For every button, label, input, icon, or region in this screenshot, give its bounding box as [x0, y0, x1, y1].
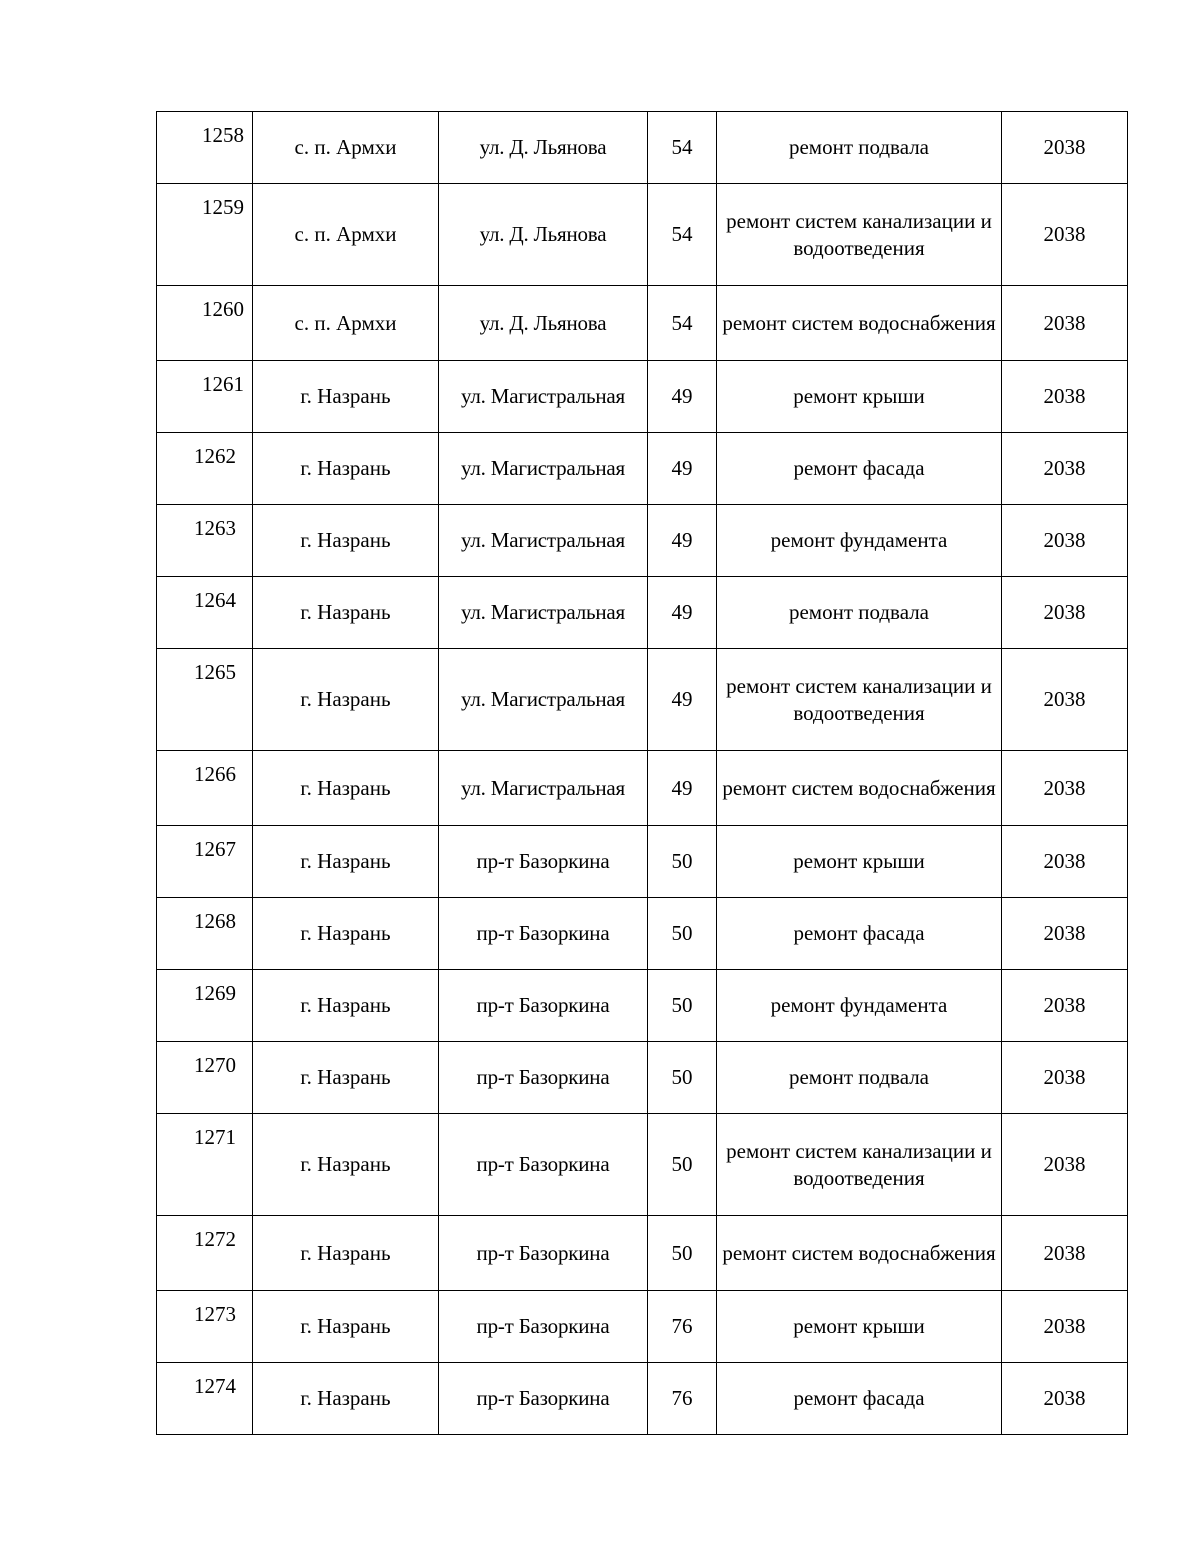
year-cell: 2038 — [1002, 361, 1128, 433]
work-type-cell: ремонт крыши — [717, 826, 1002, 898]
work-type-cell: ремонт систем водоснабжения — [717, 286, 1002, 361]
table-row — [157, 1216, 1128, 1291]
work-type-cell: ремонт фундамента — [717, 505, 1002, 577]
table-row — [157, 649, 1128, 751]
table-row — [157, 361, 1128, 433]
settlement-cell: г. Назрань — [253, 1114, 439, 1216]
row-number-cell: 1260 — [157, 286, 253, 361]
year-cell: 2038 — [1002, 1216, 1128, 1291]
row-number-cell: 1262 — [157, 433, 253, 505]
work-type-cell: ремонт крыши — [717, 361, 1002, 433]
table-row — [157, 577, 1128, 649]
table-row — [157, 1114, 1128, 1216]
table-row — [157, 112, 1128, 184]
row-number-cell: 1270 — [157, 1042, 253, 1114]
table-row — [157, 898, 1128, 970]
work-type-cell: ремонт подвала — [717, 577, 1002, 649]
street-cell: ул. Д. Льянова — [439, 184, 648, 286]
settlement-cell: г. Назрань — [253, 577, 439, 649]
settlement-cell: с. п. Армхи — [253, 184, 439, 286]
year-cell: 2038 — [1002, 970, 1128, 1042]
house-number-cell: 76 — [648, 1291, 717, 1363]
house-number-cell: 49 — [648, 433, 717, 505]
settlement-cell: г. Назрань — [253, 1363, 439, 1435]
work-type-cell: ремонт фасада — [717, 1363, 1002, 1435]
street-cell: ул. Д. Льянова — [439, 286, 648, 361]
table-row — [157, 970, 1128, 1042]
house-number-cell: 49 — [648, 577, 717, 649]
street-cell: ул. Магистральная — [439, 361, 648, 433]
year-cell: 2038 — [1002, 826, 1128, 898]
settlement-cell: с. п. Армхи — [253, 112, 439, 184]
settlement-cell: г. Назрань — [253, 826, 439, 898]
year-cell: 2038 — [1002, 898, 1128, 970]
settlement-cell: г. Назрань — [253, 1216, 439, 1291]
table-row — [157, 184, 1128, 286]
table-row — [157, 1042, 1128, 1114]
work-type-cell: ремонт фасада — [717, 898, 1002, 970]
table-row — [157, 505, 1128, 577]
work-type-cell: ремонт крыши — [717, 1291, 1002, 1363]
street-cell: пр-т Базоркина — [439, 1042, 648, 1114]
house-number-cell: 49 — [648, 361, 717, 433]
year-cell: 2038 — [1002, 505, 1128, 577]
street-cell: пр-т Базоркина — [439, 1291, 648, 1363]
year-cell: 2038 — [1002, 1042, 1128, 1114]
work-type-cell: ремонт систем канализации и водоотведения — [717, 649, 1002, 751]
house-number-cell: 50 — [648, 1216, 717, 1291]
year-cell: 2038 — [1002, 751, 1128, 826]
table-row — [157, 826, 1128, 898]
year-cell: 2038 — [1002, 1363, 1128, 1435]
work-type-cell: ремонт систем водоснабжения — [717, 751, 1002, 826]
settlement-cell: г. Назрань — [253, 505, 439, 577]
house-number-cell: 49 — [648, 751, 717, 826]
work-type-cell: ремонт подвала — [717, 1042, 1002, 1114]
work-type-cell: ремонт систем канализации и водоотведения — [717, 184, 1002, 286]
street-cell: ул. Д. Льянова — [439, 112, 648, 184]
row-number-cell: 1263 — [157, 505, 253, 577]
repair-schedule-table — [156, 111, 1128, 1435]
row-number-cell: 1258 — [157, 112, 253, 184]
row-number-cell: 1266 — [157, 751, 253, 826]
row-number-cell: 1267 — [157, 826, 253, 898]
house-number-cell: 76 — [648, 1363, 717, 1435]
table-row — [157, 751, 1128, 826]
house-number-cell: 54 — [648, 112, 717, 184]
table-row — [157, 286, 1128, 361]
house-number-cell: 49 — [648, 649, 717, 751]
year-cell: 2038 — [1002, 286, 1128, 361]
year-cell: 2038 — [1002, 1291, 1128, 1363]
row-number-cell: 1269 — [157, 970, 253, 1042]
repair-schedule-table-wrapper — [156, 111, 1128, 1435]
table-row — [157, 1291, 1128, 1363]
year-cell: 2038 — [1002, 184, 1128, 286]
year-cell: 2038 — [1002, 649, 1128, 751]
house-number-cell: 50 — [648, 826, 717, 898]
street-cell: ул. Магистральная — [439, 433, 648, 505]
row-number-cell: 1268 — [157, 898, 253, 970]
year-cell: 2038 — [1002, 433, 1128, 505]
house-number-cell: 54 — [648, 184, 717, 286]
work-type-cell: ремонт фундамента — [717, 970, 1002, 1042]
work-type-cell: ремонт систем водоснабжения — [717, 1216, 1002, 1291]
settlement-cell: г. Назрань — [253, 898, 439, 970]
house-number-cell: 54 — [648, 286, 717, 361]
settlement-cell: г. Назрань — [253, 751, 439, 826]
house-number-cell: 50 — [648, 1114, 717, 1216]
settlement-cell: г. Назрань — [253, 649, 439, 751]
work-type-cell: ремонт подвала — [717, 112, 1002, 184]
row-number-cell: 1271 — [157, 1114, 253, 1216]
year-cell: 2038 — [1002, 1114, 1128, 1216]
settlement-cell: с. п. Армхи — [253, 286, 439, 361]
row-number-cell: 1264 — [157, 577, 253, 649]
settlement-cell: г. Назрань — [253, 433, 439, 505]
street-cell: пр-т Базоркина — [439, 1114, 648, 1216]
table-row — [157, 433, 1128, 505]
street-cell: пр-т Базоркина — [439, 970, 648, 1042]
settlement-cell: г. Назрань — [253, 970, 439, 1042]
street-cell: пр-т Базоркина — [439, 1363, 648, 1435]
house-number-cell: 49 — [648, 505, 717, 577]
settlement-cell: г. Назрань — [253, 1291, 439, 1363]
year-cell: 2038 — [1002, 577, 1128, 649]
row-number-cell: 1265 — [157, 649, 253, 751]
street-cell: ул. Магистральная — [439, 751, 648, 826]
row-number-cell: 1259 — [157, 184, 253, 286]
row-number-cell: 1272 — [157, 1216, 253, 1291]
table-row — [157, 1363, 1128, 1435]
work-type-cell: ремонт систем канализации и водоотведения — [717, 1114, 1002, 1216]
row-number-cell: 1274 — [157, 1363, 253, 1435]
house-number-cell: 50 — [648, 970, 717, 1042]
street-cell: пр-т Базоркина — [439, 1216, 648, 1291]
street-cell: ул. Магистральная — [439, 577, 648, 649]
street-cell: ул. Магистральная — [439, 649, 648, 751]
settlement-cell: г. Назрань — [253, 361, 439, 433]
year-cell: 2038 — [1002, 112, 1128, 184]
table-body — [157, 112, 1128, 1435]
work-type-cell: ремонт фасада — [717, 433, 1002, 505]
house-number-cell: 50 — [648, 898, 717, 970]
row-number-cell: 1273 — [157, 1291, 253, 1363]
house-number-cell: 50 — [648, 1042, 717, 1114]
street-cell: ул. Магистральная — [439, 505, 648, 577]
street-cell: пр-т Базоркина — [439, 826, 648, 898]
row-number-cell: 1261 — [157, 361, 253, 433]
settlement-cell: г. Назрань — [253, 1042, 439, 1114]
street-cell: пр-т Базоркина — [439, 898, 648, 970]
